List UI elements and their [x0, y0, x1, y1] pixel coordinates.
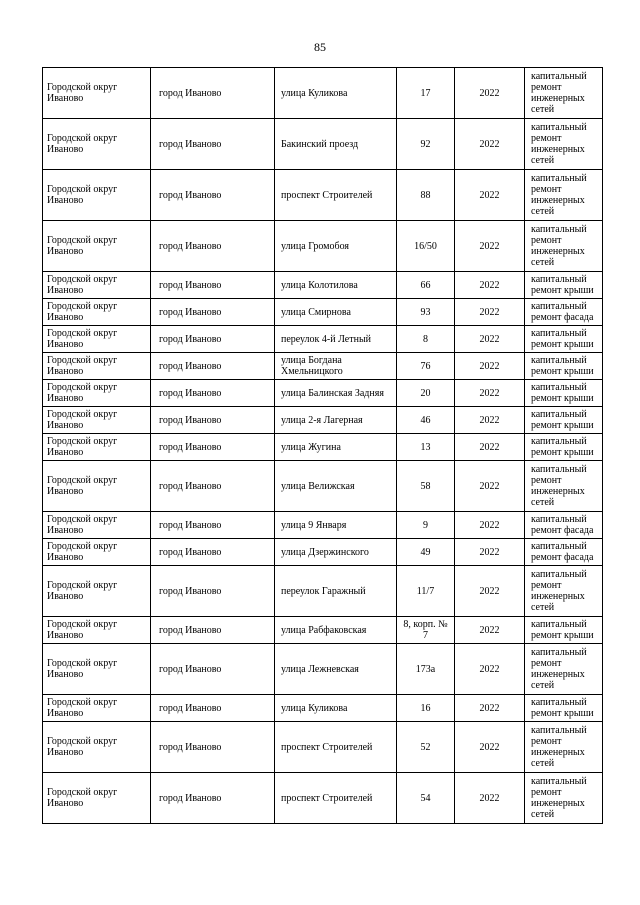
table-row [43, 380, 603, 407]
house-cell: 93 [397, 299, 455, 326]
year-cell: 2022 [455, 407, 525, 434]
repair-table [42, 67, 603, 824]
street-cell: проспект Строителей [275, 773, 397, 824]
city-cell: город Иваново [151, 221, 275, 272]
street-cell: улица Куликова [275, 695, 397, 722]
year-cell: 2022 [455, 170, 525, 221]
okrug-cell: Городской округ Иваново [43, 119, 151, 170]
work-type-cell: капитальный ремонт инженерных сетей [525, 461, 603, 512]
house-cell: 66 [397, 272, 455, 299]
table-row [43, 353, 603, 380]
year-cell: 2022 [455, 299, 525, 326]
okrug-cell: Городской округ Иваново [43, 539, 151, 566]
page-number: 85 [314, 40, 326, 54]
street-cell: улица Жугина [275, 434, 397, 461]
year-cell: 2022 [455, 695, 525, 722]
city-cell: город Иваново [151, 170, 275, 221]
okrug-cell: Городской округ Иваново [43, 512, 151, 539]
year-cell: 2022 [455, 566, 525, 617]
street-cell: улица Богдана Хмельницкого [275, 353, 397, 380]
street-cell: проспект Строителей [275, 170, 397, 221]
work-type-cell: капитальный ремонт инженерных сетей [525, 722, 603, 773]
work-type-cell: капитальный ремонт инженерных сетей [525, 644, 603, 695]
house-cell: 58 [397, 461, 455, 512]
year-cell: 2022 [455, 512, 525, 539]
city-cell: город Иваново [151, 695, 275, 722]
house-cell: 16/50 [397, 221, 455, 272]
okrug-cell: Городской округ Иваново [43, 299, 151, 326]
work-type-cell: капитальный ремонт крыши [525, 434, 603, 461]
street-cell: улица Велижская [275, 461, 397, 512]
city-cell: город Иваново [151, 119, 275, 170]
work-type-cell: капитальный ремонт инженерных сетей [525, 170, 603, 221]
year-cell: 2022 [455, 617, 525, 644]
street-cell: улица Куликова [275, 68, 397, 119]
city-cell: город Иваново [151, 434, 275, 461]
street-cell: переулок 4-й Летный [275, 326, 397, 353]
table-row [43, 221, 603, 272]
okrug-cell: Городской округ Иваново [43, 695, 151, 722]
street-cell: улица Балинская Задняя [275, 380, 397, 407]
city-cell: город Иваново [151, 644, 275, 695]
house-cell: 8 [397, 326, 455, 353]
city-cell: город Иваново [151, 299, 275, 326]
year-cell: 2022 [455, 644, 525, 695]
okrug-cell: Городской округ Иваново [43, 407, 151, 434]
work-type-cell: капитальный ремонт крыши [525, 380, 603, 407]
year-cell: 2022 [455, 380, 525, 407]
city-cell: город Иваново [151, 326, 275, 353]
okrug-cell: Городской округ Иваново [43, 68, 151, 119]
street-cell: проспект Строителей [275, 722, 397, 773]
table-row [43, 272, 603, 299]
okrug-cell: Городской округ Иваново [43, 221, 151, 272]
house-cell: 13 [397, 434, 455, 461]
house-cell: 8, корп. № 7 [397, 617, 455, 644]
year-cell: 2022 [455, 272, 525, 299]
table-row [43, 170, 603, 221]
table-row [43, 326, 603, 353]
city-cell: город Иваново [151, 272, 275, 299]
work-type-cell: капитальный ремонт инженерных сетей [525, 68, 603, 119]
street-cell: улица 2-я Лагерная [275, 407, 397, 434]
city-cell: город Иваново [151, 617, 275, 644]
year-cell: 2022 [455, 722, 525, 773]
table-row [43, 722, 603, 773]
year-cell: 2022 [455, 773, 525, 824]
okrug-cell: Городской округ Иваново [43, 326, 151, 353]
table-row [43, 119, 603, 170]
street-cell: улица Колотилова [275, 272, 397, 299]
table-row [43, 617, 603, 644]
work-type-cell: капитальный ремонт инженерных сетей [525, 566, 603, 617]
house-cell: 88 [397, 170, 455, 221]
year-cell: 2022 [455, 119, 525, 170]
year-cell: 2022 [455, 434, 525, 461]
street-cell: улица Громобоя [275, 221, 397, 272]
work-type-cell: капитальный ремонт крыши [525, 695, 603, 722]
house-cell: 9 [397, 512, 455, 539]
work-type-cell: капитальный ремонт крыши [525, 407, 603, 434]
house-cell: 76 [397, 353, 455, 380]
city-cell: город Иваново [151, 773, 275, 824]
city-cell: город Иваново [151, 461, 275, 512]
city-cell: город Иваново [151, 722, 275, 773]
year-cell: 2022 [455, 326, 525, 353]
okrug-cell: Городской округ Иваново [43, 380, 151, 407]
work-type-cell: капитальный ремонт фасада [525, 539, 603, 566]
street-cell: улица Рабфаковская [275, 617, 397, 644]
work-type-cell: капитальный ремонт фасада [525, 299, 603, 326]
work-type-cell: капитальный ремонт фасада [525, 512, 603, 539]
work-type-cell: капитальный ремонт крыши [525, 617, 603, 644]
house-cell: 173а [397, 644, 455, 695]
house-cell: 20 [397, 380, 455, 407]
table-row [43, 566, 603, 617]
okrug-cell: Городской округ Иваново [43, 434, 151, 461]
table-row [43, 695, 603, 722]
house-cell: 49 [397, 539, 455, 566]
work-type-cell: капитальный ремонт инженерных сетей [525, 119, 603, 170]
street-cell: переулок Гаражный [275, 566, 397, 617]
table-row [43, 539, 603, 566]
house-cell: 46 [397, 407, 455, 434]
city-cell: город Иваново [151, 512, 275, 539]
year-cell: 2022 [455, 539, 525, 566]
city-cell: город Иваново [151, 539, 275, 566]
table-row [43, 512, 603, 539]
okrug-cell: Городской округ Иваново [43, 566, 151, 617]
table-row [43, 644, 603, 695]
okrug-cell: Городской округ Иваново [43, 617, 151, 644]
okrug-cell: Городской округ Иваново [43, 272, 151, 299]
city-cell: город Иваново [151, 68, 275, 119]
work-type-cell: капитальный ремонт крыши [525, 326, 603, 353]
okrug-cell: Городской округ Иваново [43, 170, 151, 221]
okrug-cell: Городской округ Иваново [43, 353, 151, 380]
okrug-cell: Городской округ Иваново [43, 644, 151, 695]
okrug-cell: Городской округ Иваново [43, 773, 151, 824]
street-cell: улица Смирнова [275, 299, 397, 326]
house-cell: 52 [397, 722, 455, 773]
table-row [43, 434, 603, 461]
okrug-cell: Городской округ Иваново [43, 722, 151, 773]
table-row [43, 299, 603, 326]
table-row [43, 773, 603, 824]
okrug-cell: Городской округ Иваново [43, 461, 151, 512]
house-cell: 92 [397, 119, 455, 170]
house-cell: 11/7 [397, 566, 455, 617]
year-cell: 2022 [455, 221, 525, 272]
street-cell: улица 9 Января [275, 512, 397, 539]
street-cell: улица Дзержинского [275, 539, 397, 566]
year-cell: 2022 [455, 461, 525, 512]
work-type-cell: капитальный ремонт крыши [525, 272, 603, 299]
city-cell: город Иваново [151, 566, 275, 617]
city-cell: город Иваново [151, 380, 275, 407]
city-cell: город Иваново [151, 407, 275, 434]
year-cell: 2022 [455, 68, 525, 119]
table-row [43, 407, 603, 434]
table-row [43, 461, 603, 512]
street-cell: Бакинский проезд [275, 119, 397, 170]
house-cell: 16 [397, 695, 455, 722]
street-cell: улица Лежневская [275, 644, 397, 695]
house-cell: 17 [397, 68, 455, 119]
city-cell: город Иваново [151, 353, 275, 380]
table-row [43, 68, 603, 119]
work-type-cell: капитальный ремонт инженерных сетей [525, 221, 603, 272]
work-type-cell: капитальный ремонт инженерных сетей [525, 773, 603, 824]
work-type-cell: капитальный ремонт крыши [525, 353, 603, 380]
house-cell: 54 [397, 773, 455, 824]
year-cell: 2022 [455, 353, 525, 380]
